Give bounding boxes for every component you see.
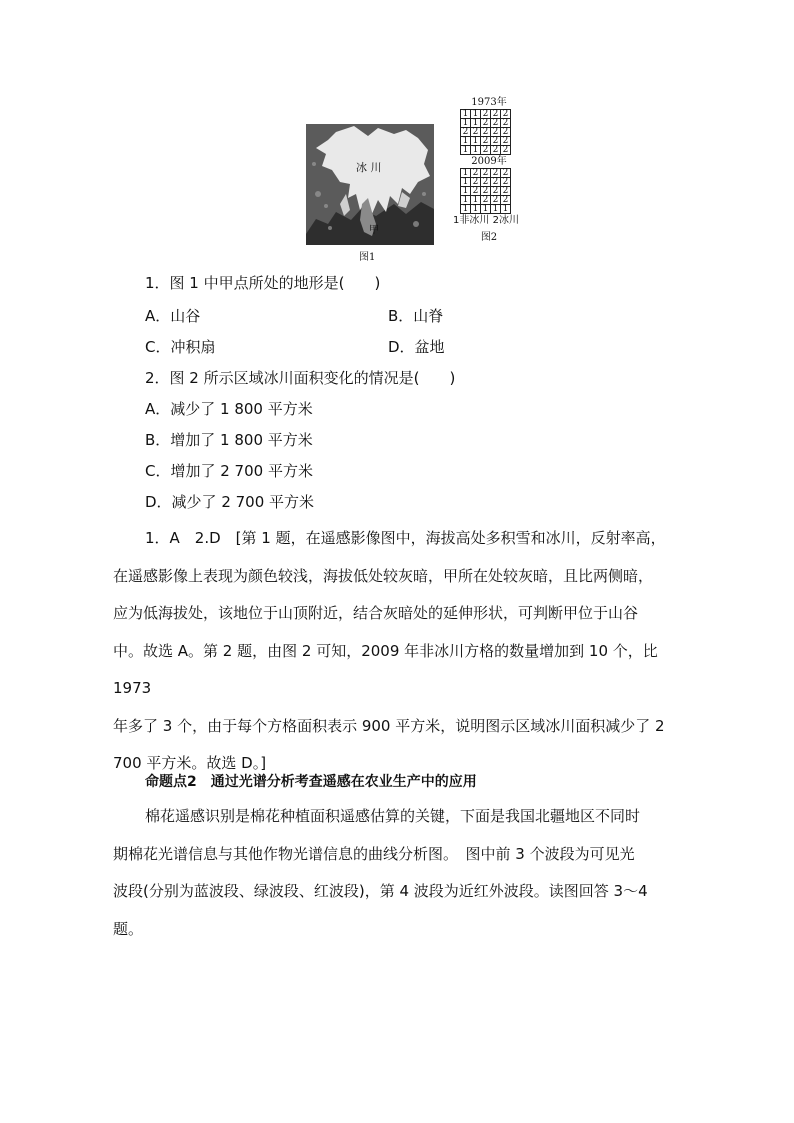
question-1-option-b: B．山脊 <box>388 307 444 325</box>
intro-paragraph <box>113 798 685 948</box>
grid-cell: 2 <box>491 110 501 119</box>
intro-line: 题。 <box>113 919 144 938</box>
answer-line: 在遥感影像上表现为颜色较浅，海拔低处较灰暗，甲所在处较灰暗，且比两侧暗， <box>113 566 654 585</box>
grid-cell: 2 <box>471 169 481 178</box>
figure1-caption: 图1 <box>359 252 376 263</box>
grid-cell: 2 <box>471 178 481 187</box>
question-2-option-d: D．减少了 2 700 平方米 <box>145 493 315 511</box>
grid-cell: 2 <box>481 178 491 187</box>
grid-cell: 1 <box>461 178 471 187</box>
grid-cell: 2 <box>501 187 511 196</box>
question-1-option-c: C．冲积扇 <box>145 338 216 356</box>
grid-cell: 2 <box>481 110 491 119</box>
grid-cell: 1 <box>461 146 471 155</box>
grid-cell: 2 <box>501 169 511 178</box>
grid-cell: 2 <box>501 119 511 128</box>
grid-cell: 2 <box>481 137 491 146</box>
grid-cell: 1 <box>461 187 471 196</box>
grid-legend: 1非冰川 2冰川 <box>453 215 519 226</box>
question-1-stem: 1．图 1 中甲点所处的地形是( ) <box>145 274 381 292</box>
grid-cell: 2 <box>491 128 501 137</box>
grid-cell: 2 <box>481 128 491 137</box>
grid-cell: 1 <box>471 110 481 119</box>
grid-cell: 1 <box>461 119 471 128</box>
intro-line: 波段(分别为蓝波段、绿波段、红波段)，第 4 波段为近红外波段。读图回答 3～4 <box>113 882 648 900</box>
grid-cell: 2 <box>481 196 491 205</box>
grid-cell: 2 <box>491 178 501 187</box>
grid-cell: 2 <box>501 110 511 119</box>
grid-cell: 1 <box>461 196 471 205</box>
section-heading: 命题点2 通过光谱分析考查遥感在农业生产中的应用 <box>145 774 477 790</box>
grid-cell: 2 <box>491 137 501 146</box>
answer-line: 700 平方米。故选 D。] <box>113 754 267 772</box>
intro-line: 棉花遥感识别是棉花种植面积遥感估算的关键，下面是我国北疆地区不同时 <box>145 807 641 825</box>
grid-2009 <box>460 168 511 214</box>
year-1973-label: 1973年 <box>471 97 507 108</box>
grid-cell: 1 <box>471 146 481 155</box>
grid-cell: 1 <box>471 205 481 214</box>
grid-cell: 1 <box>501 205 511 214</box>
glacier-image-svg <box>306 124 434 245</box>
question-2-option-a: A．减少了 1 800 平方米 <box>145 400 313 418</box>
grid-cell: 1 <box>491 205 501 214</box>
answer-line: 年多了 3 个，由于每个方格面积表示 900 平方米，说明图示区域冰川面积减少了 2 <box>113 716 665 735</box>
grid-cell: 1 <box>461 137 471 146</box>
grid-cell: 2 <box>491 169 501 178</box>
grid-cell: 1 <box>461 205 471 214</box>
grid-cell: 2 <box>471 128 481 137</box>
grid-cell: 2 <box>481 119 491 128</box>
grid-cell: 1 <box>471 196 481 205</box>
grid-cell: 2 <box>491 146 501 155</box>
grid-cell: 2 <box>471 187 481 196</box>
question-2-stem: 2．图 2 所示区域冰川面积变化的情况是( ) <box>145 369 456 387</box>
grid-cell: 1 <box>461 169 471 178</box>
grid-cell: 2 <box>491 119 501 128</box>
answer-line: 应为低海拔处，该地位于山顶附近，结合灰暗处的延伸形状，可判断甲位于山谷 <box>113 604 639 622</box>
grid-cell: 2 <box>481 169 491 178</box>
grid-cell: 2 <box>491 187 501 196</box>
grid-cell: 1 <box>471 119 481 128</box>
point-jia-label: 甲 <box>369 225 379 236</box>
grid-cell: 2 <box>501 178 511 187</box>
answer-line: 中。故选 A。第 2 题，由图 2 可知，2009 年非冰川方格的数量增加到 10 个，比 1973 <box>113 641 658 697</box>
year-2009-label: 2009年 <box>471 156 507 167</box>
grid-cell: 1 <box>471 137 481 146</box>
grid-cell: 2 <box>501 196 511 205</box>
answer-line: 1．A 2.D [第 1 题，在遥感影像图中，海拔高处多积雪和冰川，反射率高， <box>145 529 666 547</box>
question-2-option-c: C．增加了 2 700 平方米 <box>145 462 313 480</box>
grid-cell: 2 <box>501 146 511 155</box>
grid-1973 <box>460 109 511 155</box>
satellite-image <box>306 124 434 245</box>
grid-cell: 2 <box>481 187 491 196</box>
grid-cell: 2 <box>491 196 501 205</box>
grid-cell: 2 <box>501 137 511 146</box>
grid-cell: 1 <box>481 205 491 214</box>
grid-cell: 2 <box>501 128 511 137</box>
question-1-option-d: D．盆地 <box>388 338 445 356</box>
glacier-label: 冰 川 <box>356 161 382 174</box>
question-2-option-b: B．增加了 1 800 平方米 <box>145 431 313 449</box>
figure2 <box>453 96 521 243</box>
answer-explanation <box>113 520 685 783</box>
grid-cell: 2 <box>481 146 491 155</box>
grid-cell: 1 <box>461 110 471 119</box>
question-1-option-a: A．山谷 <box>145 307 201 325</box>
figure2-caption: 图2 <box>480 232 498 243</box>
grid-cell: 2 <box>461 128 471 137</box>
intro-line: 期棉花光谱信息与其他作物光谱信息的曲线分析图。 图中前 3 个波段为可见光 <box>113 844 635 863</box>
